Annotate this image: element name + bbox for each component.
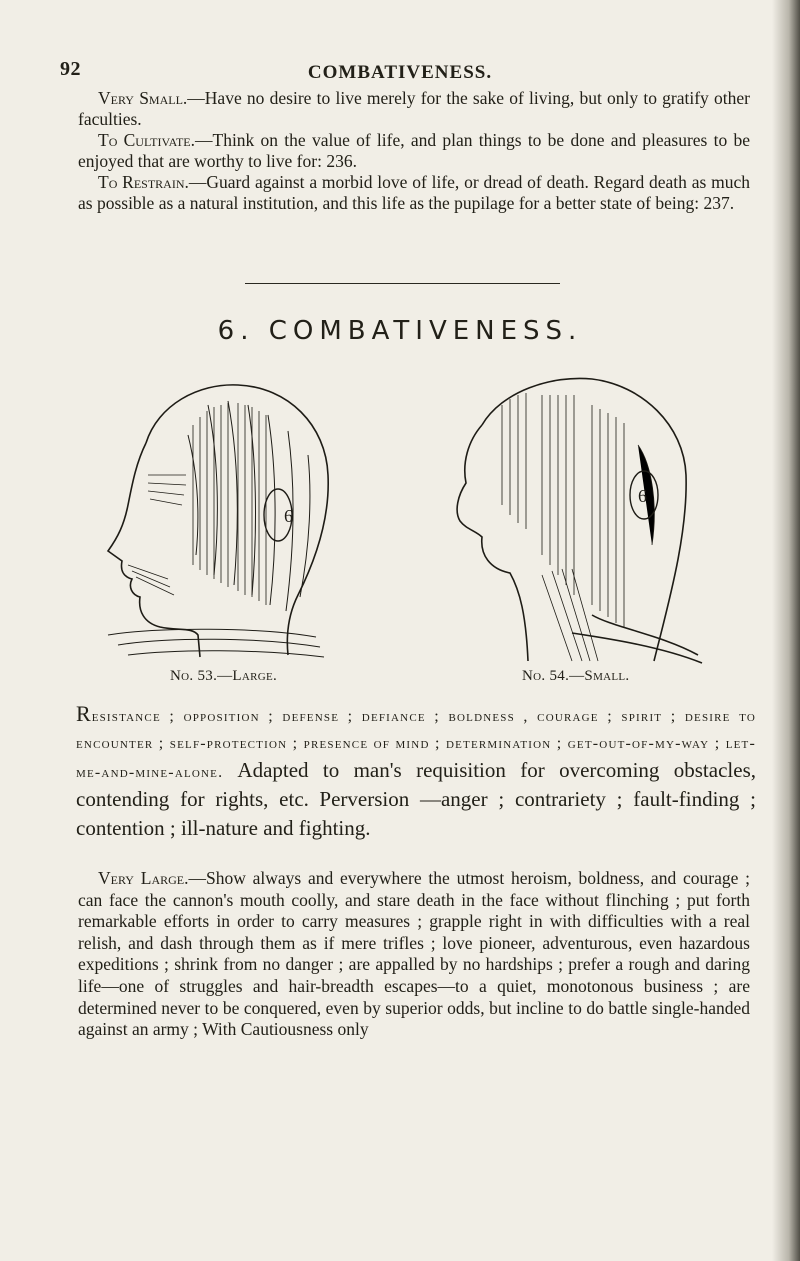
cultivate-paragraph	[78, 130, 750, 172]
very-small-text: —Have no desire to live merely for the sake of living, but only to gratify other faculties.	[78, 88, 750, 129]
very-large-paragraph	[78, 868, 750, 1041]
faculty-synonyms: esistance ; opposition ; defense ; defiance ; boldness , courage ; spirit ; desire to encounter ; self-protection ; presence of mind ; determination ; get-out-of-my-way ; let-me-and-mine-alone.	[76, 708, 756, 781]
faculty-definition	[76, 700, 756, 844]
caption-large: No. 53.—Large.	[170, 668, 278, 684]
lead-letter: R	[76, 701, 92, 726]
top-text-block	[78, 88, 750, 214]
restrain-label: To Restrain.	[98, 172, 189, 192]
section-rule	[245, 283, 560, 284]
large-head-engraving	[88, 365, 358, 665]
very-small-label: Very Small.	[98, 88, 188, 108]
very-large-text: —Show always and everywhere the utmost heroism, boldness, and courage ; can face the cannon's mouth coolly, and stare death in the face without flinching ; put forth remarkable efforts in order to carry measures ; grapple right in with difficulties with a real relish, and dash through them as if mere trifles ; love pioneer, adventurous, even hazardous expeditions ; shrink from no danger ; are appalled by no hardships ; prefer a rough and daring life—one of struggles and hair-breadth escapes—to a quiet, monotonous business ; are determined never to be conquered, even by superior odds, but incline to do battle single-handed against an army ; With Cautiousness only	[78, 868, 750, 1040]
small-head-engraving	[422, 365, 712, 665]
faculty-adaptation: Adapted to man's requisition for overcoming obstacles, contending for rights, etc.	[76, 758, 756, 811]
cultivate-text: —Think on the value of life, and plan things to be done and pleasures to be enjoyed that are worthy to live for: 236.	[78, 130, 750, 171]
very-small-paragraph	[78, 88, 750, 130]
page-number: 92	[60, 58, 81, 80]
running-head: COMBATIVENESS.	[307, 62, 493, 83]
large-head-number: 6	[284, 506, 293, 526]
cultivate-label: To Cultivate.	[98, 130, 195, 150]
restrain-text: —Guard against a morbid love of life, or dread of death. Regard death as much as possible as a natural institution, and this life as the pupilage for a better state of being: 237.	[78, 172, 750, 213]
small-head-number: 6	[638, 486, 647, 506]
bottom-text-block	[78, 868, 750, 1041]
caption-small: No. 54.—Small.	[522, 668, 630, 684]
figure-small-head	[422, 365, 712, 665]
section-title: 6. COMBATIVENESS.	[217, 316, 583, 346]
figure-large-head	[88, 365, 358, 665]
page-edge-shadow	[772, 0, 800, 1261]
restrain-paragraph	[78, 172, 750, 214]
very-large-label: Very Large.	[98, 868, 189, 888]
faculty-perversion: Perversion —anger ; contrariety ; fault-finding ; contention ; ill-nature and fighting.	[76, 787, 757, 840]
